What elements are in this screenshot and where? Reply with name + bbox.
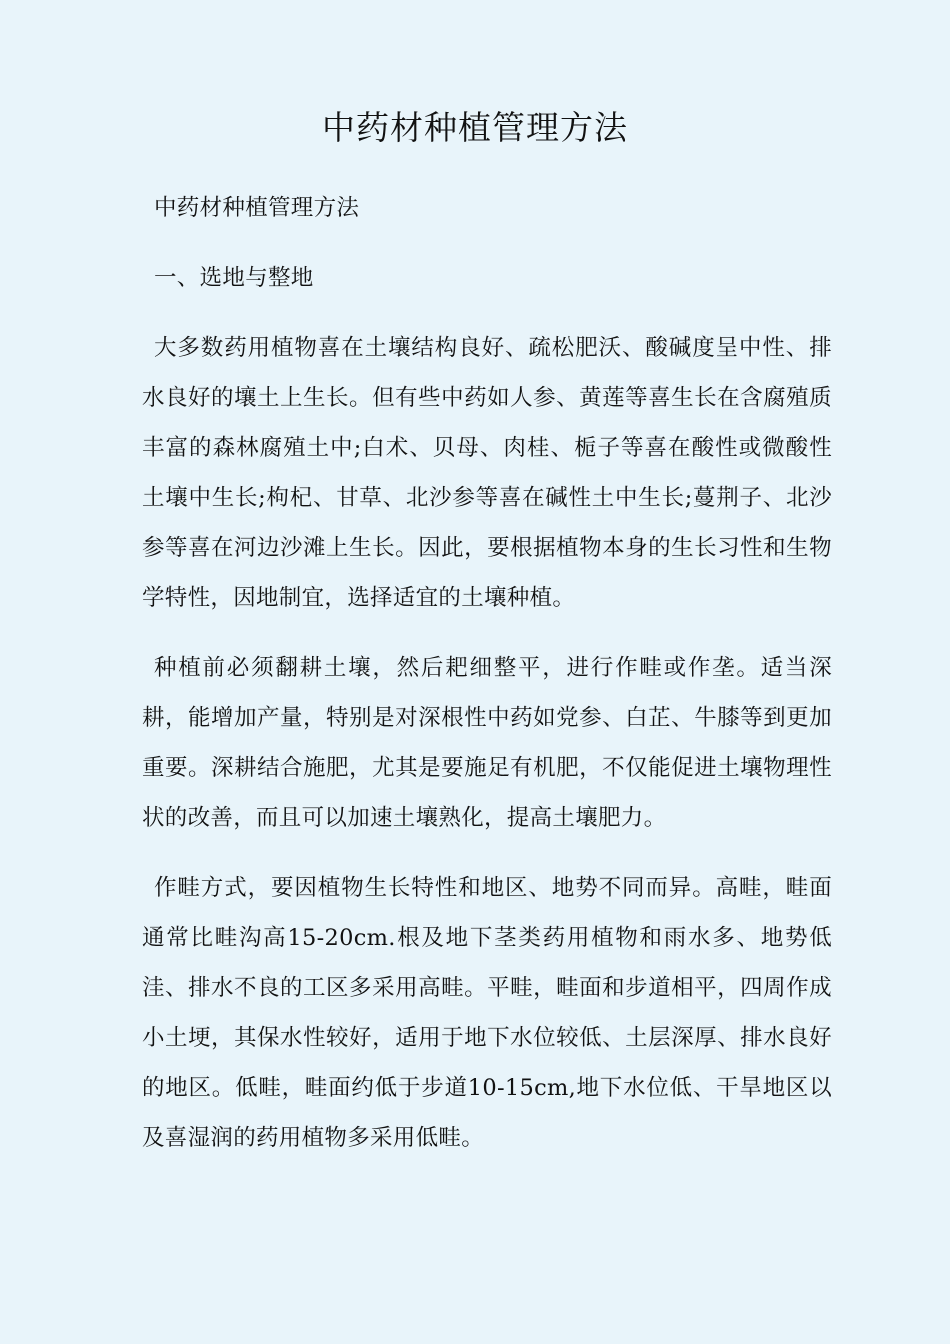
subtitle-paragraph: 中药材种植管理方法 (154, 195, 360, 221)
section-heading: 一、选地与整地 (154, 265, 314, 291)
body-paragraph-bed-types: 作畦方式，要因植物生长特性和地区、地势不同而异。高畦，畦面通常比畦沟高15-20cm.根及地下茎类药用植物和雨水多、地势低洼、排水不良的工区多采用高畦。平畦，畦面和步道相平，四周作成小土埂，其保水性较好，适用于地下水位较低、土层深厚、排水良好的地区。低畦，畦面约低于步道10-15cm,地下水位低、干旱地区以及喜湿润的药用植物多采用低畦。 (142, 875, 832, 1151)
document-body (142, 183, 832, 1183)
body-paragraph-tillage: 种植前必须翻耕土壤，然后耙细整平，进行作畦或作垄。适当深耕，能增加产量，特别是对深根性中药如党参、白芷、牛膝等到更加重要。深耕结合施肥，尤其是要施足有机肥，不仅能促进土壤物理性状的改善，而且可以加速土壤熟化，提高土壤肥力。 (142, 655, 832, 831)
body-paragraph-soil-selection: 大多数药用植物喜在土壤结构良好、疏松肥沃、酸碱度呈中性、排水良好的壤土上生长。但有些中药如人参、黄莲等喜生长在含腐殖质丰富的森林腐殖土中;白术、贝母、肉桂、栀子等喜在酸性或微酸性土壤中生长;枸杞、甘草、北沙参等喜在碱性土中生长;蔓荆子、北沙参等喜在河边沙滩上生长。因此，要根据植物本身的生长习性和生物学特性，因地制宜，选择适宜的土壤种植。 (142, 335, 832, 611)
document-title: 中药材种植管理方法 (322, 108, 628, 147)
